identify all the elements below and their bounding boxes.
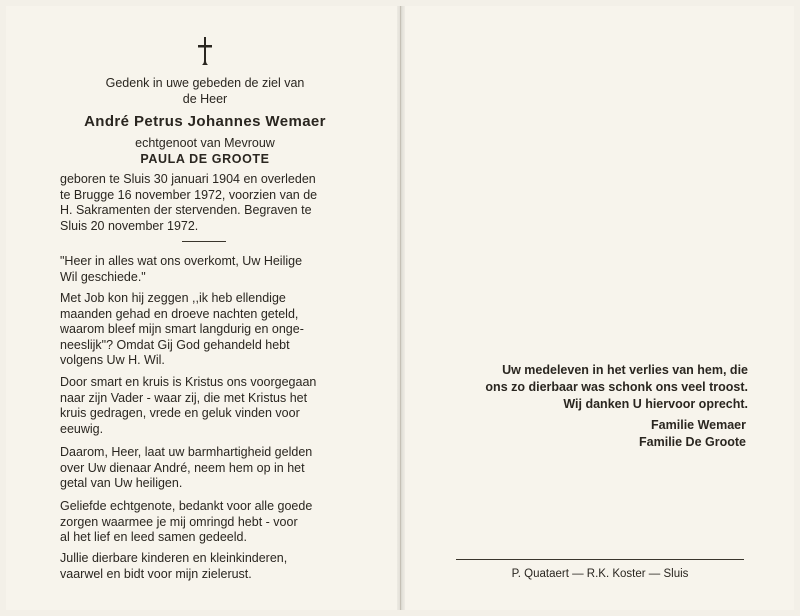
signature-wemaer: Familie Wemaer bbox=[651, 418, 746, 432]
paragraph-line: getal van Uw heiligen. bbox=[60, 476, 183, 490]
paragraph-prayer bbox=[60, 254, 362, 285]
bio-line: Sluis 20 november 1972. bbox=[60, 218, 199, 233]
bottom-divider bbox=[456, 559, 744, 560]
paragraph-line: "Heer in alles wat ons overkomt, Uw Heilige bbox=[60, 254, 303, 268]
cross-icon bbox=[196, 36, 214, 66]
paragraph-line: Daarom, Heer, laat uw barmhartigheid gelden bbox=[60, 445, 313, 459]
bio-line: te Brugge 16 november 1972, voorzien van de bbox=[60, 187, 318, 202]
signature-de-groote: Familie De Groote bbox=[639, 435, 746, 449]
intro-line-1: Gedenk in uwe gebeden de ziel van bbox=[105, 76, 305, 90]
paragraph-line: al het lief en leed samen gedeeld. bbox=[60, 530, 247, 544]
thanks-message bbox=[452, 362, 748, 413]
paragraph-line: zorgen waarmee je mij omringd hebt - voor bbox=[60, 514, 298, 529]
divider bbox=[182, 241, 226, 242]
bio-line: geboren te Sluis 30 januari 1904 en overleden bbox=[60, 172, 316, 186]
paragraph-echtgenote bbox=[60, 499, 362, 546]
paragraph-line: Geliefde echtgenote, bedankt voor alle goede bbox=[60, 499, 313, 513]
paragraph-line: over Uw dienaar André, neem hem op in het bbox=[60, 460, 305, 475]
paragraph-job bbox=[60, 291, 362, 369]
paragraph-line: volgens Uw H. Wil. bbox=[60, 353, 165, 367]
printer-credit: P. Quataert — R.K. Koster — Sluis bbox=[511, 568, 689, 580]
thanks-line: ons zo dierbaar was schonk ons veel troost. bbox=[485, 380, 748, 394]
bio-block bbox=[60, 172, 362, 234]
card-fold bbox=[397, 6, 405, 610]
bio-line: H. Sakramenten der stervenden. Begraven te bbox=[60, 203, 312, 217]
paragraph-line: vaarwel en bidt voor mijn zielerust. bbox=[60, 566, 252, 581]
paragraph-line: kruis gedragen, vrede en geluk vinden voor bbox=[60, 406, 300, 420]
paragraph-line: neeslijk"? Omdat Gij God gehandeld hebt bbox=[60, 337, 290, 352]
paragraph-line: Met Job kon hij zeggen ,,ik heb ellendige bbox=[60, 291, 286, 305]
thanks-line: Wij danken U hiervoor oprecht. bbox=[563, 397, 748, 411]
paragraph-kristus bbox=[60, 375, 362, 437]
paragraph-line: waarom bleef mijn smart langdurig en onge- bbox=[60, 322, 304, 336]
thanks-line: Uw medeleven in het verlies van hem, die bbox=[502, 363, 748, 377]
paragraph-line: Wil geschiede." bbox=[60, 269, 146, 284]
paragraph-line: naar zijn Vader - waar zij, die met Kristus het bbox=[60, 390, 308, 405]
paragraph-line: Jullie dierbare kinderen en kleinkinderen, bbox=[60, 551, 288, 565]
paragraph-line: maanden gehad en droeve nachten geteld, bbox=[60, 306, 299, 321]
paragraph-kinderen bbox=[60, 551, 362, 582]
right-panel bbox=[402, 6, 794, 610]
paragraph-line: Door smart en kruis is Kristus ons voorgegaan bbox=[60, 375, 317, 389]
paragraph-line: eeuwig. bbox=[60, 421, 104, 436]
intro-line-2: de Heer bbox=[182, 92, 228, 106]
spouse-label: echtgenoot van Mevrouw bbox=[135, 136, 275, 150]
paragraph-daarom bbox=[60, 445, 362, 492]
spouse-name: PAULA DE GROOTE bbox=[140, 152, 270, 166]
deceased-name: André Petrus Johannes Wemaer bbox=[84, 113, 326, 130]
